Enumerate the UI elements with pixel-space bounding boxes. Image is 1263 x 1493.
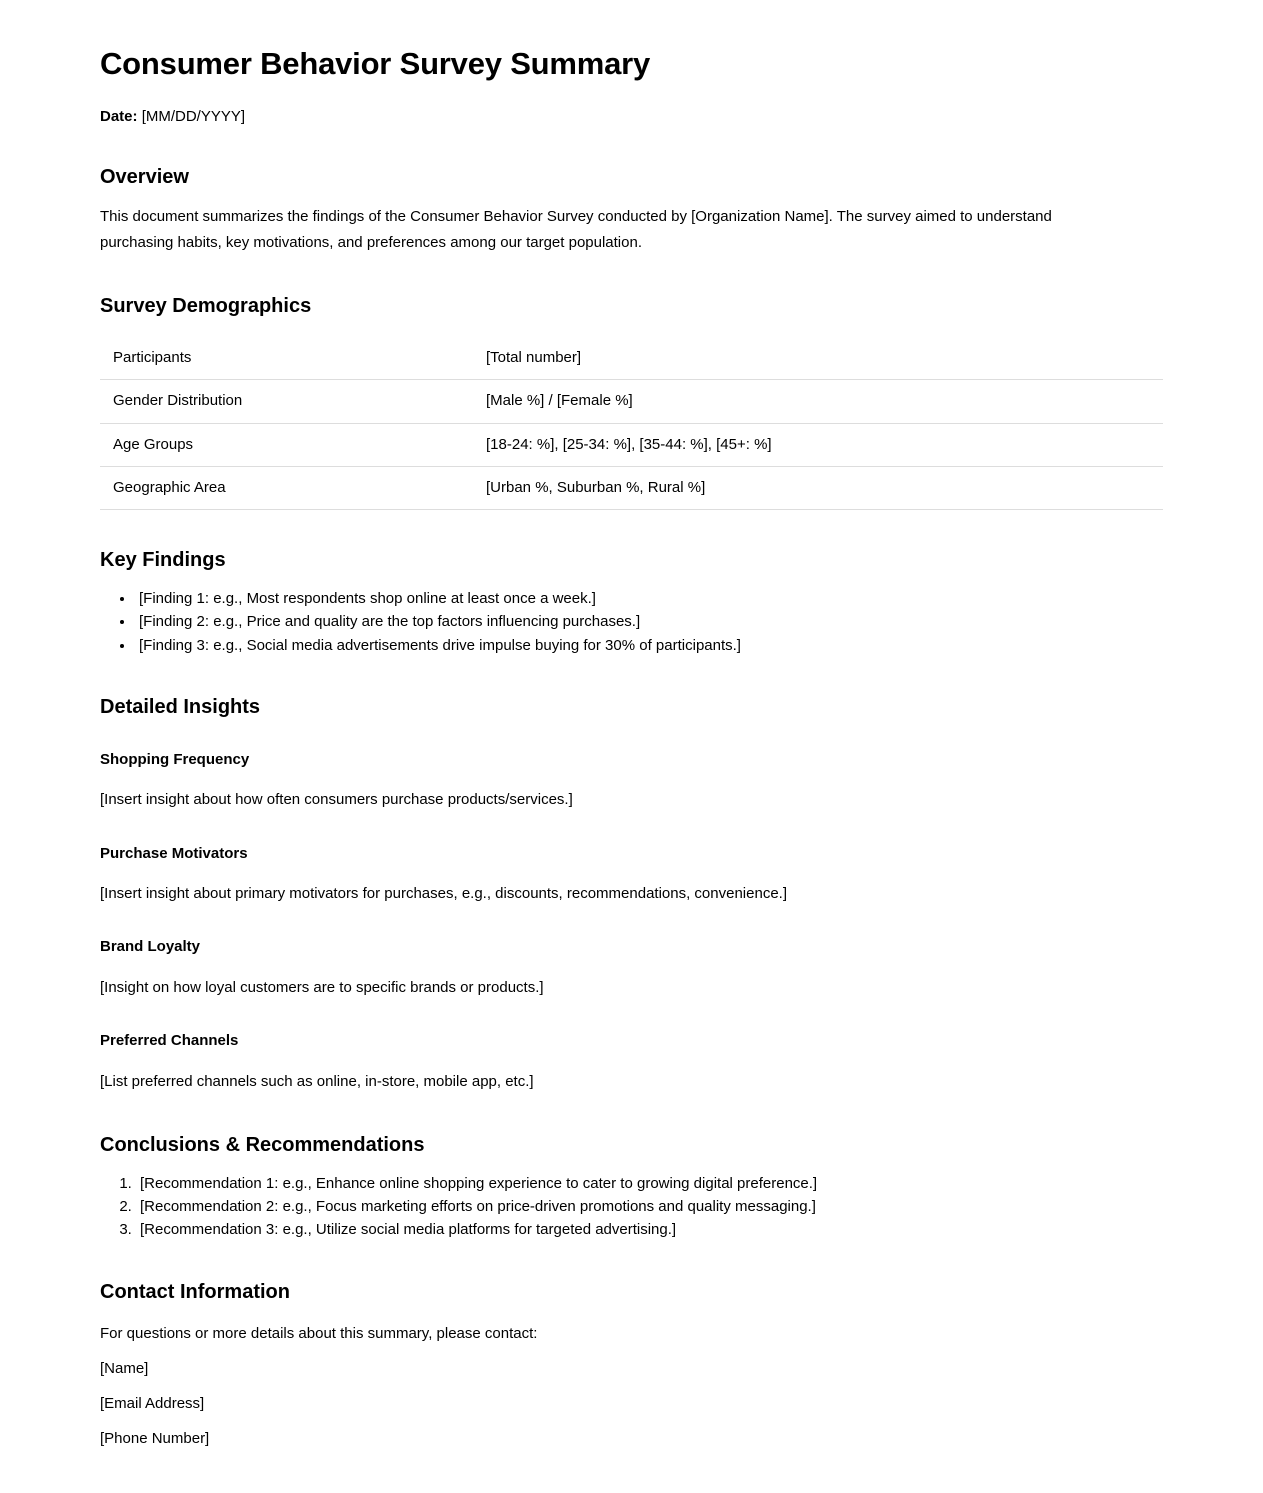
subsection-body-brand-loyalty: [Insight on how loyal customers are to specific brands or products.] bbox=[100, 978, 544, 996]
date-value: [MM/DD/YYYY] bbox=[141, 107, 246, 125]
table-row bbox=[100, 466, 1163, 509]
recommendations-list bbox=[100, 1172, 1163, 1242]
subsection-body-preferred-channels: [List preferred channels such as online, in-store, mobile app, etc.] bbox=[100, 1072, 534, 1090]
contact-phone: [Phone Number] bbox=[100, 1430, 210, 1448]
table-cell-label: Gender Distribution bbox=[100, 380, 473, 423]
subsection-heading-purchase-motivators: Purchase Motivators bbox=[100, 844, 248, 862]
list-item: • [Finding 1: e.g., Most respondents shop online at least once a week.] bbox=[135, 587, 1163, 610]
section-heading-overview: Overview bbox=[100, 165, 189, 188]
overview-body: This document summarizes the findings of the Consumer Behavior Survey conducted by [Organization Name]. The survey aimed to understand purchasing habits, key motivations, and preferences among our target population. bbox=[100, 207, 1052, 251]
section-heading-survey-demographics: Survey Demographics bbox=[100, 295, 312, 318]
subsection-heading-brand-loyalty: Brand Loyalty bbox=[100, 938, 201, 956]
section-heading-key-findings: Key Findings bbox=[100, 549, 226, 572]
table-cell-label: Participants bbox=[100, 337, 473, 380]
subsection-heading-preferred-channels: Preferred Channels bbox=[100, 1032, 239, 1050]
subsection-body-purchase-motivators: [Insert insight about primary motivators for purchases, e.g., discounts, recommendations, convenience.] bbox=[100, 885, 787, 903]
table-cell-value: [Urban %, Suburban %, Rural %] bbox=[473, 466, 1163, 509]
key-findings-list bbox=[100, 587, 1163, 657]
date-label: Date: bbox=[100, 107, 138, 125]
list-item: • [Finding 3: e.g., Social media advertisements drive impulse buying for 30% of participants.] bbox=[135, 634, 1163, 657]
section-heading-conclusions-recommendations: Conclusions & Recommendations bbox=[100, 1133, 425, 1156]
table-row bbox=[100, 337, 1163, 380]
list-item: 1. [Recommendation 1: e.g., Enhance online shopping experience to cater to growing digital preference.] bbox=[136, 1172, 1163, 1195]
list-item: 2. [Recommendation 2: e.g., Focus marketing efforts on price-driven promotions and quality messaging.] bbox=[136, 1195, 1163, 1218]
table-cell-label: Age Groups bbox=[100, 423, 473, 466]
table-row bbox=[100, 423, 1163, 466]
table-cell-value: [Total number] bbox=[473, 337, 1163, 380]
list-item: 3. [Recommendation 3: e.g., Utilize social media platforms for targeted advertising.] bbox=[136, 1218, 1163, 1241]
subsection-heading-shopping-frequency: Shopping Frequency bbox=[100, 750, 250, 768]
survey-demographics-table bbox=[100, 337, 1163, 510]
contact-intro: For questions or more details about this summary, please contact: bbox=[100, 1324, 538, 1342]
contact-email: [Email Address] bbox=[100, 1395, 205, 1413]
list-item: • [Finding 2: e.g., Price and quality are the top factors influencing purchases.] bbox=[135, 610, 1163, 633]
table-cell-label: Geographic Area bbox=[100, 466, 473, 509]
table-cell-value: [18-24: %], [25-34: %], [35-44: %], [45+: %] bbox=[473, 423, 1163, 466]
page-title: Consumer Behavior Survey Summary bbox=[100, 46, 651, 81]
document-date bbox=[100, 106, 1163, 127]
section-heading-contact-information: Contact Information bbox=[100, 1280, 290, 1303]
table-cell-value: [Male %] / [Female %] bbox=[473, 380, 1163, 423]
table-row bbox=[100, 380, 1163, 423]
contact-block bbox=[100, 1321, 1163, 1453]
section-heading-detailed-insights: Detailed Insights bbox=[100, 695, 261, 718]
contact-name: [Name] bbox=[100, 1359, 149, 1377]
subsection-body-shopping-frequency: [Insert insight about how often consumers purchase products/services.] bbox=[100, 791, 573, 809]
